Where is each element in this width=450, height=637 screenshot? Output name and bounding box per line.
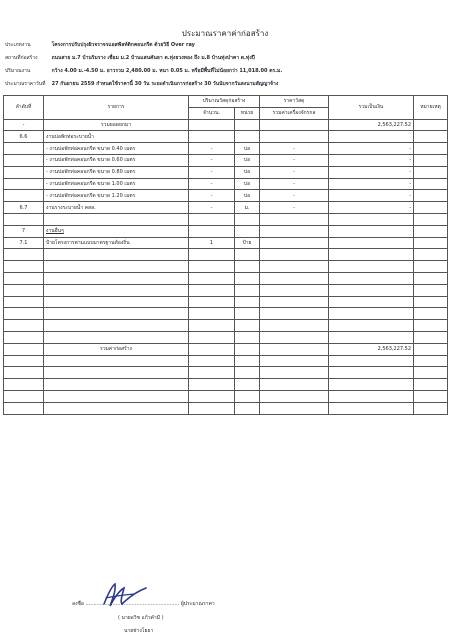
cell-price: - [260,178,329,190]
header-total: รวมเป็นเงิน [329,96,414,120]
cell-no [4,190,44,202]
cell-note [414,119,448,131]
cell-no [4,284,44,296]
cell-no [4,379,44,391]
cell-unit: บ่อ [235,143,260,155]
cell-note [414,154,448,166]
cell-no: 7 [4,225,44,237]
cell-note [414,296,448,308]
table-row [4,166,448,178]
header-note: หมายเหตุ [414,96,448,120]
cell-price [260,131,329,143]
cell-total [329,308,414,320]
meta-project-type [5,42,195,49]
table-row [4,261,448,273]
cell-price [260,284,329,296]
cell-price [260,402,329,414]
cell-total: - [329,143,414,155]
cell-qty [189,296,235,308]
cell-price [260,296,329,308]
table-row [4,119,448,131]
header-price-group: ราคาวัสดุ [260,96,329,108]
cell-unit [235,284,260,296]
cell-note [414,261,448,273]
cell-item: รวมค่าก่อสร้าง [44,343,189,355]
cell-item [44,213,189,225]
cell-unit [235,308,260,320]
cell-total [329,390,414,402]
cell-total [329,379,414,391]
table-row [4,213,448,225]
cell-total: - [329,154,414,166]
cell-unit: บ่อ [235,154,260,166]
cell-qty [189,355,235,367]
cell-unit: ม. [235,202,260,214]
cell-price: - [260,154,329,166]
cell-qty: - [189,143,235,155]
cell-item: งานอื่นๆ [44,225,189,237]
cell-price: - [260,166,329,178]
sign-role: ผู้ประมาณราคา [180,601,215,607]
header-quantity-group: ปริมาณวัสดุก่อสร้าง [189,96,260,108]
cell-item [44,272,189,284]
header-unit: หน่วย [235,107,260,119]
cell-item [44,331,189,343]
cell-qty [189,367,235,379]
cell-qty [189,331,235,343]
cell-price [260,213,329,225]
header-price-sub: รวมค่าเครื่องจักรกล [260,107,329,119]
cell-total [329,402,414,414]
cell-unit [235,261,260,273]
cell-item [44,261,189,273]
handwritten-signature [100,580,150,610]
table-row [4,320,448,332]
cell-qty [189,343,235,355]
cell-qty: - [189,178,235,190]
cell-item [44,367,189,379]
cell-price [260,331,329,343]
cell-note [414,379,448,391]
cell-qty [189,308,235,320]
meta-label: ประเภทงาน [5,42,31,48]
cell-no [4,143,44,155]
cell-no: 6.7 [4,202,44,214]
cell-qty [189,261,235,273]
cell-unit [235,379,260,391]
cell-qty [189,284,235,296]
cell-qty [189,225,235,237]
cell-price [260,119,329,131]
table-body [4,119,448,414]
table-row [4,367,448,379]
cell-total [329,213,414,225]
cell-note [414,343,448,355]
cell-price [260,367,329,379]
meta-quantity [5,68,282,75]
cell-unit [235,355,260,367]
table-row [4,225,448,237]
cell-qty [189,379,235,391]
cell-note [414,237,448,249]
cell-total [329,237,414,249]
cell-total [329,320,414,332]
meta-label: ประมาณราคาวันที่ [5,81,46,87]
cell-qty: - [189,154,235,166]
cell-unit: บ่อ [235,166,260,178]
cell-total [329,367,414,379]
cell-unit [235,390,260,402]
cell-unit: บ่อ [235,190,260,202]
cell-no: 6.6 [4,131,44,143]
cell-unit [235,343,260,355]
meta-estimate-date [5,81,278,88]
cell-unit [235,249,260,261]
cell-price: - [260,190,329,202]
meta-value: โครงการปรับปรุงผิวจราจรแอสฟัลท์ติกคอนกรีต ด้วยวิธี Over ray [51,42,195,48]
cell-note [414,390,448,402]
cell-item: - งานบ่อพักท่อคอนกรีต ขนาด 0.80 เมตร [44,166,189,178]
cell-qty [189,249,235,261]
cell-note [414,367,448,379]
cell-note [414,308,448,320]
cell-no [4,261,44,273]
cell-total [329,284,414,296]
cell-item [44,296,189,308]
cell-note [414,355,448,367]
cell-qty [189,119,235,131]
cell-item: งานบ่อพักท่อระบายน้ำ [44,131,189,143]
cell-price [260,261,329,273]
cell-qty [189,402,235,414]
cell-unit [235,119,260,131]
cell-note [414,402,448,414]
cell-qty [189,213,235,225]
cell-note [414,249,448,261]
cell-item: - งานบ่อพักท่อคอนกรีต ขนาด 0.40 เมตร [44,143,189,155]
cell-no: - [4,119,44,131]
table-row [4,237,448,249]
cell-item [44,308,189,320]
cell-total: - [329,202,414,214]
table-row [4,402,448,414]
cell-item [44,284,189,296]
cell-no [4,367,44,379]
cell-item: รวมยอดยกมา [44,119,189,131]
cell-unit [235,296,260,308]
cell-qty: - [189,190,235,202]
cell-no: 7.1 [4,237,44,249]
cell-note [414,131,448,143]
cell-item [44,249,189,261]
table-row [4,331,448,343]
cell-total [329,296,414,308]
cell-note [414,284,448,296]
header-qty: จำนวน. [189,107,235,119]
cell-price [260,379,329,391]
cell-no [4,343,44,355]
sign-dots: ........................................................... [85,601,180,607]
table-row [4,390,448,402]
cell-note [414,143,448,155]
cell-no [4,213,44,225]
cell-price [260,355,329,367]
cell-total [329,331,414,343]
meta-label: สถานที่ก่อสร้าง [5,55,38,61]
cell-item [44,355,189,367]
cell-total: - [329,190,414,202]
cell-qty [189,272,235,284]
cell-total [329,272,414,284]
cell-unit [235,331,260,343]
cell-note [414,331,448,343]
cell-note [414,272,448,284]
cell-price: - [260,202,329,214]
cell-note [414,213,448,225]
cell-unit [235,320,260,332]
cell-no [4,331,44,343]
cell-item: ป้ายโครงการตามแบบมาตรฐานท้องถิ่น [44,237,189,249]
cell-price [260,225,329,237]
cell-item [44,390,189,402]
table-row [4,190,448,202]
cell-unit [235,272,260,284]
cell-no [4,402,44,414]
cell-price [260,237,329,249]
cell-item [44,320,189,332]
table-row [4,284,448,296]
cell-unit [235,225,260,237]
cost-estimate-table [3,95,448,415]
cell-note [414,166,448,178]
cell-qty: 1 [189,237,235,249]
cell-note [414,190,448,202]
cell-item: - งานบ่อพักท่อคอนกรีต ขนาด 1.20 เมตร [44,190,189,202]
cell-total: 2,563,227.52 [329,343,414,355]
cell-total: - [329,166,414,178]
cell-total [329,261,414,273]
table-row [4,272,448,284]
table-row [4,143,448,155]
cell-note [414,202,448,214]
table-row [4,249,448,261]
cell-qty [189,390,235,402]
cell-price [260,320,329,332]
cell-item [44,379,189,391]
table-row [4,178,448,190]
cell-price [260,308,329,320]
signer-name: ( นายอวิช แก้วคำมี ) [118,615,164,621]
cell-note [414,320,448,332]
cell-qty: - [189,202,235,214]
cell-note [414,178,448,190]
header-item: รายการ [44,96,189,120]
cell-item [44,402,189,414]
cell-qty: - [189,166,235,178]
table-row [4,131,448,143]
cell-total [329,355,414,367]
cell-item: - งานบ่อพักท่อคอนกรีต ขนาด 0.60 เมตร [44,154,189,166]
cell-total [329,249,414,261]
table-row [4,355,448,367]
meta-location [5,55,255,62]
cell-note [414,225,448,237]
sign-label: ลงชื่อ [72,601,84,607]
cell-qty [189,320,235,332]
table-row [4,154,448,166]
cell-item: - งานบ่อพักท่อคอนกรีต ขนาด 1.00 เมตร [44,178,189,190]
cell-price [260,390,329,402]
cell-price [260,272,329,284]
cell-unit [235,213,260,225]
cell-unit [235,367,260,379]
cell-price: - [260,143,329,155]
meta-value: กว้าง 4.00 ม.-4.50 ม. ยาวรวม 2,480.00 ม. หนา 0.05 ม. หรือมีพื้นที่ไม่น้อยกว่า 11,018.00 ตร.ม. [51,68,283,74]
cell-unit: ป้าย [235,237,260,249]
cell-qty [189,131,235,143]
meta-label: ปริมาณงาน [5,68,31,74]
cell-total [329,131,414,143]
cell-no [4,355,44,367]
document-title: ประมาณราคาค่าก่อสร้าง [181,29,269,38]
table-row [4,343,448,355]
cell-no [4,249,44,261]
cell-no [4,272,44,284]
cell-price [260,249,329,261]
table-row [4,308,448,320]
cell-unit: บ่อ [235,178,260,190]
cell-item: งานรางระบายน้ำ คสล. [44,202,189,214]
cell-no [4,320,44,332]
table-row [4,296,448,308]
cell-no [4,154,44,166]
cell-total: 2,563,227.52 [329,119,414,131]
table-row [4,379,448,391]
cell-no [4,390,44,402]
cell-price [260,343,329,355]
cell-total [329,225,414,237]
header-no: ลำดับที่ [4,96,44,120]
cell-unit [235,402,260,414]
cell-total: - [329,178,414,190]
meta-value: 27 กันยายน 2559 กำหนดใช้ราคานี้ 30 วัน ระยะดำเนินการก่อสร้าง 30 วันนับจากวันลงนามสัญญาจ้าง [51,81,279,87]
cell-no [4,166,44,178]
signer-position: นายช่างโยธา [124,628,154,634]
table-row [4,202,448,214]
meta-value: ถนนสาย ม.7 บ้านริมราง เชื่อม ม.2 บ้านแสนคันธา ต.ทุ่งธวงทอง ถึง ม.8 บ้านทุ่งป่าคา ต.ทุ่งปี [51,55,255,61]
cell-unit [235,131,260,143]
cell-no [4,308,44,320]
cell-no [4,178,44,190]
cell-no [4,296,44,308]
